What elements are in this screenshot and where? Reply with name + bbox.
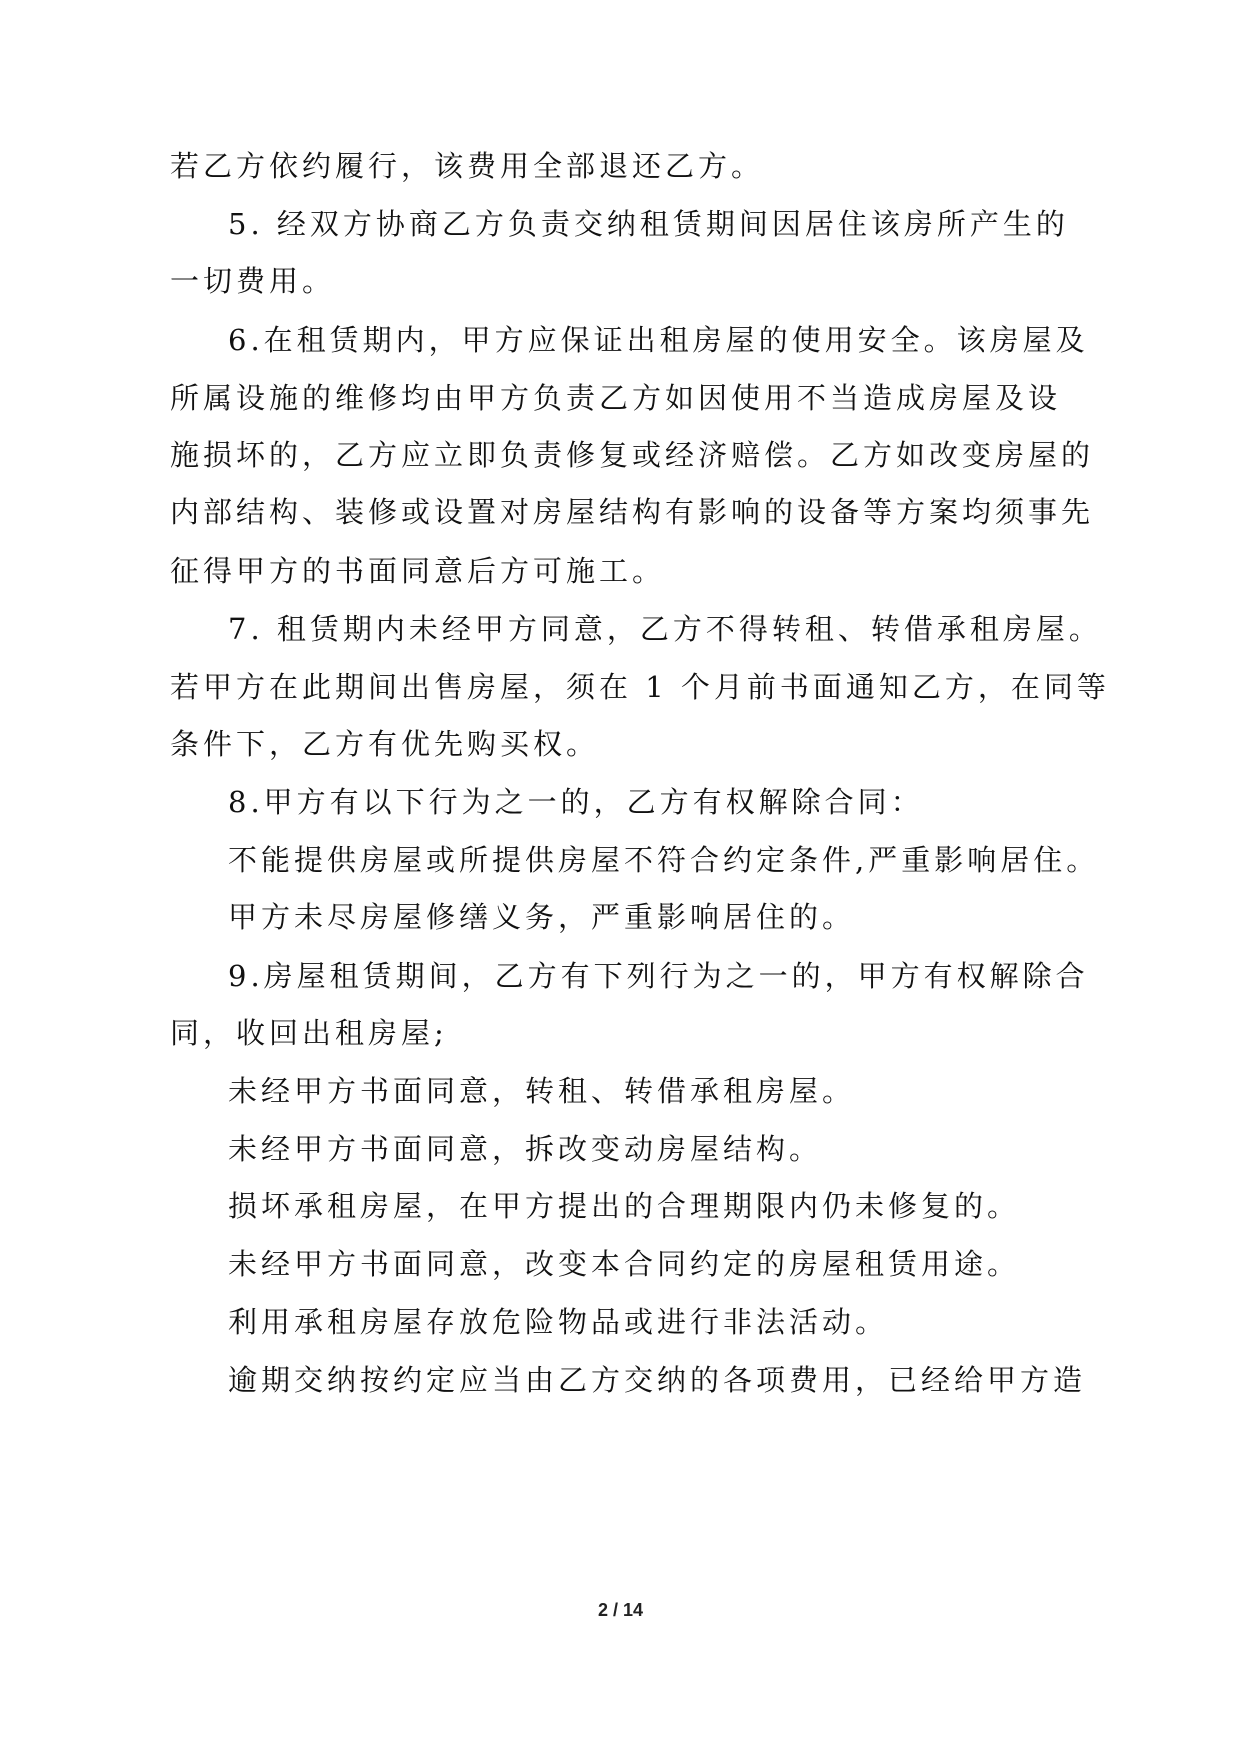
text-line: 甲方未尽房屋修缮义务，严重影响居住的。 xyxy=(228,900,856,934)
text-line: 若乙方依约履行，该费用全部退还乙方。 xyxy=(170,149,765,183)
text-line: 8.甲方有以下行为之一的，乙方有权解除合同： xyxy=(228,785,924,819)
text-line: 所属设施的维修均由甲方负责乙方如因使用不当造成房屋及设 xyxy=(170,381,1062,415)
text-line: 一切费用。 xyxy=(170,264,336,298)
text-line: 5. 经双方协商乙方负责交纳租赁期间因居住该房所产生的 xyxy=(228,207,1069,241)
text-line: 利用承租房屋存放危险物品或进行非法活动。 xyxy=(228,1305,889,1339)
text-line: 若甲方在此期间出售房屋，须在 1 个月前书面通知乙方，在同等 xyxy=(170,670,1110,704)
text-line: 未经甲方书面同意，转租、转借承租房屋。 xyxy=(228,1074,856,1108)
text-line: 未经甲方书面同意，改变本合同约定的房屋租赁用途。 xyxy=(228,1247,1021,1281)
text-line: 7. 租赁期内未经甲方同意，乙方不得转租、转借承租房屋。 xyxy=(228,612,1102,646)
page-number: 2 / 14 xyxy=(597,1600,644,1620)
text-line: 同，收回出租房屋; xyxy=(170,1016,448,1050)
text-line: 征得甲方的书面同意后方可施工。 xyxy=(170,554,666,588)
text-line: 9.房屋租赁期间，乙方有下列行为之一的，甲方有权解除合 xyxy=(228,959,1089,993)
text-line: 未经甲方书面同意，拆改变动房屋结构。 xyxy=(228,1132,823,1166)
text-line: 不能提供房屋或所提供房屋不符合约定条件,严重影响居住。 xyxy=(228,843,1100,877)
text-line: 内部结构、装修或设置对房屋结构有影响的设备等方案均须事先 xyxy=(170,495,1095,529)
text-line: 6.在租赁期内，甲方应保证出租房屋的使用安全。该房屋及 xyxy=(228,323,1089,357)
text-line: 施损坏的，乙方应立即负责修复或经济赔偿。乙方如改变房屋的 xyxy=(170,438,1095,472)
text-line: 损坏承租房屋，在甲方提出的合理期限内仍未修复的。 xyxy=(228,1189,1021,1223)
text-line: 逾期交纳按约定应当由乙方交纳的各项费用，已经给甲方造 xyxy=(228,1363,1087,1397)
text-line: 条件下，乙方有优先购买权。 xyxy=(170,727,600,761)
